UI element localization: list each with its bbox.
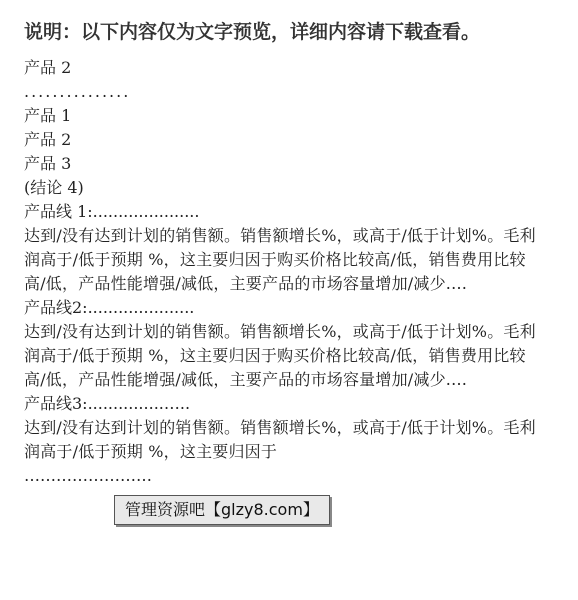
- document-body: [24, 56, 544, 488]
- preview-notice: 说明：以下内容仅为文字预览，详细内容请下载查看。: [24, 21, 481, 43]
- conclusion-text: (结论 4): [24, 178, 84, 197]
- product-line-3-paragraph: 达到/没有达到计划的销售额。销售额增长%，或高于/低于计划%。毛利润高于/低于预期 %，这主要归因于: [24, 418, 536, 461]
- product-line-heading-1: 产品线 1:.....................: [24, 202, 200, 221]
- trailing-dots: ……………………: [24, 466, 152, 485]
- product-line-text: 产品 1: [24, 106, 72, 125]
- dotted-line: ...............: [24, 82, 131, 101]
- product-line-text: 产品 3: [24, 154, 72, 173]
- product-line-text: 产品 2: [24, 58, 72, 77]
- watermark-label: 管理资源吧【glzy8.com】: [114, 495, 330, 525]
- product-line-2-paragraph: 达到/没有达到计划的销售额。销售额增长%，或高于/低于计划%。毛利润高于/低于预期 %，这主要归因于购买价格比较高/低，销售费用比较高/低，产品性能增强/减低，主要产品的市场容量增加/减少.…: [24, 322, 536, 389]
- product-line-1-paragraph: 达到/没有达到计划的销售额。销售额增长%，或高于/低于计划%。毛利润高于/低于预期 %，这主要归因于购买价格比较高/低，销售费用比较高/低，产品性能增强/减低，主要产品的市场容量增加/减少.…: [24, 226, 536, 293]
- product-line-text: 产品 2: [24, 130, 72, 149]
- product-line-heading-2: 产品线2:.....................: [24, 298, 195, 317]
- product-line-heading-3: 产品线3:...............…..: [24, 394, 191, 413]
